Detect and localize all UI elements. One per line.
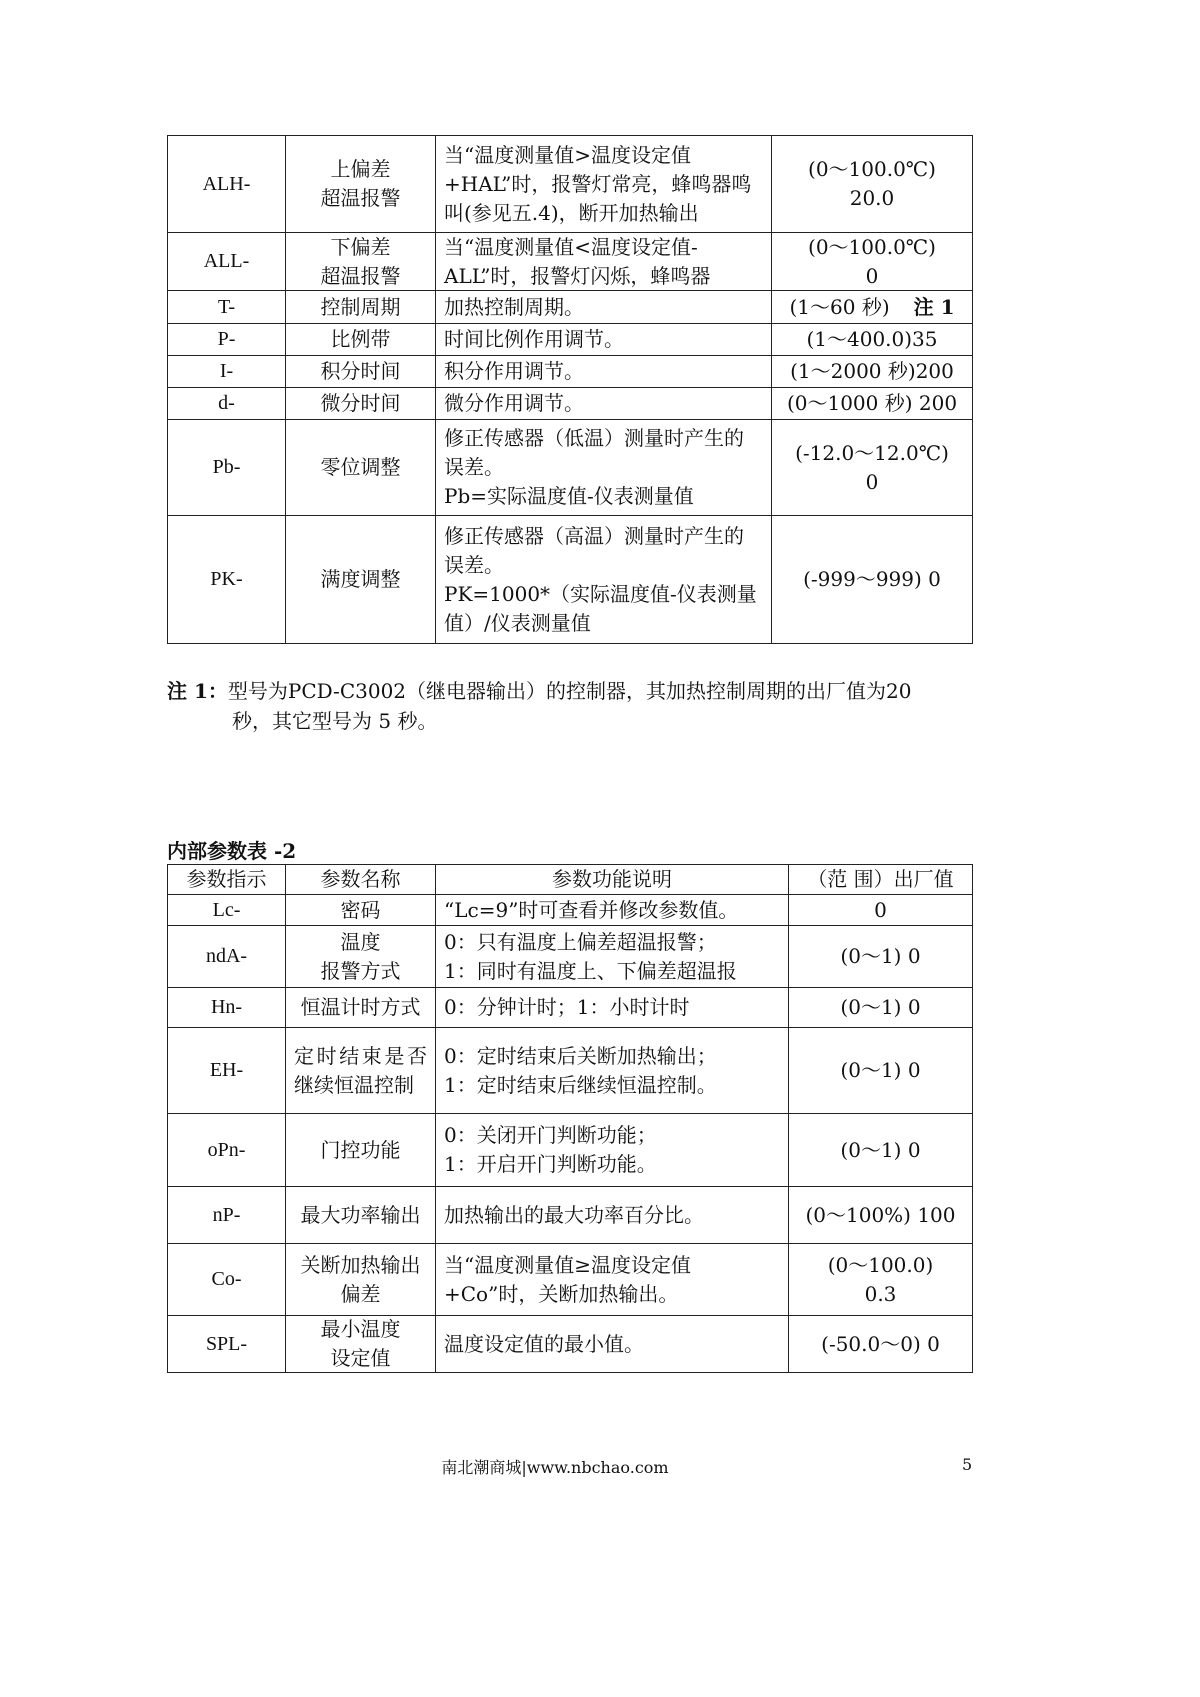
param-description xyxy=(436,356,772,388)
param-description-text: 0：只有温度上偏差超温报警； 1：同时有温度上、下偏差超温报 xyxy=(444,929,737,983)
table-row xyxy=(168,388,973,420)
param-code-text: EH- xyxy=(209,1059,244,1081)
param-range xyxy=(789,1187,973,1244)
param-description-text: 0：定时结束后关断加热输出； 1：定时结束后继续恒温控制。 xyxy=(444,1043,717,1097)
param-description xyxy=(436,291,772,324)
param-range xyxy=(772,356,973,388)
param-name xyxy=(286,136,436,233)
column-header xyxy=(436,865,789,895)
param-name xyxy=(286,356,436,388)
param-code xyxy=(168,233,286,291)
param-code xyxy=(168,388,286,420)
param-name-text: 门控功能 xyxy=(320,1137,401,1162)
table-row xyxy=(168,926,973,988)
param-code xyxy=(168,1187,286,1244)
param-description xyxy=(436,420,772,516)
param-name xyxy=(286,1316,436,1373)
param-description xyxy=(436,926,789,988)
param-name-text: 零位调整 xyxy=(320,455,401,479)
param-code-text: Co- xyxy=(211,1268,242,1290)
param-name-text: 定时结束是否继续恒温控制 xyxy=(294,1043,427,1097)
param-name-text: 比例带 xyxy=(330,327,391,351)
param-description-text: 积分作用调节。 xyxy=(444,359,584,383)
param-code xyxy=(168,291,286,324)
column-header xyxy=(168,865,286,895)
param-name xyxy=(286,291,436,324)
param-code xyxy=(168,1114,286,1187)
header-row xyxy=(168,865,973,895)
param-range-text: (0～100.0) 0.3 xyxy=(827,1252,934,1306)
param-range xyxy=(789,1316,973,1373)
param-code-text: d- xyxy=(218,392,235,414)
column-header-text: 参数功能说明 xyxy=(552,867,672,891)
param-range xyxy=(789,926,973,988)
param-range xyxy=(772,516,973,644)
column-header-text: 参数指示 xyxy=(186,867,267,891)
param-description-text: “Lc=9”时可查看并修改参数值。 xyxy=(444,897,739,922)
param-range-text: (1～400.0)35 xyxy=(806,327,938,351)
param-description-text: 0：关闭开门判断功能； 1：开启开门判断功能。 xyxy=(444,1123,657,1176)
param-description xyxy=(436,988,789,1028)
param-range-text: (-50.0～0) 0 xyxy=(821,1331,940,1356)
param-description xyxy=(436,388,772,420)
param-name xyxy=(286,1244,436,1316)
param-name-text: 满度调整 xyxy=(320,567,401,591)
param-range-text: (0～100.0℃) 0 xyxy=(808,234,936,288)
param-code xyxy=(168,356,286,388)
param-range-text: (0～100%) 100 xyxy=(805,1202,956,1227)
param-name-text: 控制周期 xyxy=(320,294,401,319)
param-description-text: 当“温度测量值≥温度设定值+Co”时，关断加热输出。 xyxy=(444,1252,691,1306)
param-name-text: 下偏差 超温报警 xyxy=(320,234,401,288)
param-range-text: (0～1) 0 xyxy=(840,1137,921,1162)
note-line-2: 秒，其它型号为 5 秒。 xyxy=(232,709,438,733)
table-row xyxy=(168,1316,973,1373)
param-code-text: ndA- xyxy=(205,945,248,967)
range-note-ref: 注 1 xyxy=(913,294,955,319)
table-row xyxy=(168,1114,973,1187)
table-row xyxy=(168,1028,973,1114)
param-code-text: I- xyxy=(219,360,234,382)
param-code-text: SPL- xyxy=(205,1332,248,1355)
param-name-text: 温度 报警方式 xyxy=(320,929,401,983)
param-range xyxy=(772,324,973,356)
param-code xyxy=(168,988,286,1028)
param-code-text: Lc- xyxy=(212,898,241,921)
param-code-text: T- xyxy=(217,295,236,318)
table-row xyxy=(168,1187,973,1244)
param-name xyxy=(286,988,436,1028)
param-range-text xyxy=(772,291,972,323)
param-description-text: 加热输出的最大功率百分比。 xyxy=(444,1202,704,1227)
param-range-text: (-12.0～12.0℃) 0 xyxy=(795,440,949,494)
param-range xyxy=(772,388,973,420)
param-range xyxy=(789,988,973,1028)
param-range xyxy=(772,136,973,233)
param-range xyxy=(772,291,973,324)
param-code xyxy=(168,1244,286,1316)
param-code xyxy=(168,1028,286,1114)
table-row xyxy=(168,895,973,926)
table-row xyxy=(168,988,973,1028)
param-code xyxy=(168,895,286,926)
param-range xyxy=(789,1114,973,1187)
table-row xyxy=(168,1244,973,1316)
parameter-table-2 xyxy=(167,864,973,1373)
param-description xyxy=(436,1114,789,1187)
column-header xyxy=(789,865,973,895)
table-row xyxy=(168,233,973,291)
param-name xyxy=(286,1187,436,1244)
column-header-text: 参数名称 xyxy=(320,867,401,891)
param-code-text: ALL- xyxy=(203,250,250,272)
param-name-text: 微分时间 xyxy=(320,391,401,415)
param-code-text: Pb- xyxy=(212,456,241,478)
param-name-text: 上偏差 超温报警 xyxy=(320,157,401,210)
param-description-text: 时间比例作用调节。 xyxy=(444,327,624,351)
param-name-text: 积分时间 xyxy=(320,359,401,383)
param-name-text: 最大功率输出 xyxy=(300,1202,421,1227)
param-range xyxy=(772,420,973,516)
param-description xyxy=(436,895,789,926)
param-code-text: oPn- xyxy=(207,1138,246,1161)
param-range xyxy=(789,1028,973,1114)
param-code-text: Hn- xyxy=(210,996,243,1018)
table-row xyxy=(168,324,973,356)
note-line-1: 型号为PCD-C3002（继电器输出）的控制器，其加热控制周期的出厂值为20 xyxy=(227,679,912,703)
param-name xyxy=(286,420,436,516)
param-description xyxy=(436,516,772,644)
param-description-text: 当“温度测量值>温度设定值+HAL”时，报警灯常亮，蜂鸣器鸣叫(参见五.4)，断开加热输出 xyxy=(444,142,752,225)
param-description xyxy=(436,136,772,233)
page-number: 5 xyxy=(962,1455,973,1474)
param-code xyxy=(168,1316,286,1373)
table-row xyxy=(168,291,973,324)
param-code-text: P- xyxy=(217,328,236,350)
param-code-text: PK- xyxy=(210,568,243,590)
param-range-text: (1～2000 秒)200 xyxy=(790,359,954,383)
footer-site: 南北潮商城|www.nbchao.com xyxy=(441,1458,669,1477)
range-value: (1～60 秒) xyxy=(789,294,890,319)
param-name xyxy=(286,233,436,291)
table-2-title: 内部参数表 -2 xyxy=(167,839,297,863)
param-description xyxy=(436,1316,789,1373)
param-code xyxy=(168,324,286,356)
param-description-text: 加热控制周期。 xyxy=(444,294,584,319)
table-row xyxy=(168,136,973,233)
param-range-text: (0～100.0℃) 20.0 xyxy=(808,157,936,210)
param-range xyxy=(772,233,973,291)
param-range-text: (0～1) 0 xyxy=(840,995,921,1019)
param-range-text: (0～1000 秒) 200 xyxy=(786,391,958,415)
param-name-text: 关断加热输出偏差 xyxy=(300,1252,421,1306)
param-description-text: 修正传感器（高温）测量时产生的误差。 PK=1000*（实际温度值-仪表测量值）/仪表测量值 xyxy=(444,523,757,635)
param-range-text: (0～1) 0 xyxy=(840,1058,921,1082)
param-description xyxy=(436,233,772,291)
param-name xyxy=(286,1028,436,1114)
param-range-text: (-999～999) 0 xyxy=(803,567,941,591)
param-range-text: 0 xyxy=(874,897,887,922)
param-name xyxy=(286,926,436,988)
note-label: 注 1： xyxy=(167,679,228,703)
param-description-text: 0：分钟计时；1：小时计时 xyxy=(444,995,690,1019)
param-description xyxy=(436,1187,789,1244)
param-range-text: (0～1) 0 xyxy=(840,944,921,968)
param-name-text: 恒温计时方式 xyxy=(300,995,421,1019)
param-description xyxy=(436,1028,789,1114)
param-name xyxy=(286,895,436,926)
param-name xyxy=(286,324,436,356)
param-code xyxy=(168,926,286,988)
footnote-1 xyxy=(167,676,977,736)
param-description xyxy=(436,324,772,356)
param-name xyxy=(286,516,436,644)
column-header xyxy=(286,865,436,895)
column-header-text: （范 围）出厂值 xyxy=(807,867,954,891)
param-code xyxy=(168,136,286,233)
parameter-table-1 xyxy=(167,135,973,644)
param-description-text: 微分作用调节。 xyxy=(444,391,584,415)
param-name xyxy=(286,1114,436,1187)
param-code xyxy=(168,420,286,516)
param-description xyxy=(436,1244,789,1316)
param-code-text: ALH- xyxy=(202,172,251,195)
param-description-text: 修正传感器（低温）测量时产生的误差。 Pb=实际温度值-仪表测量值 xyxy=(444,426,744,508)
param-name-text: 最小温度 设定值 xyxy=(320,1317,401,1370)
param-description-text: 温度设定值的最小值。 xyxy=(444,1331,644,1356)
param-name-text: 密码 xyxy=(340,897,381,922)
table-row xyxy=(168,356,973,388)
table-row xyxy=(168,516,973,644)
param-range xyxy=(789,895,973,926)
table-row xyxy=(168,420,973,516)
param-description-text: 当“温度测量值<温度设定值-ALL”时，报警灯闪烁，蜂鸣器 xyxy=(444,234,711,288)
param-code xyxy=(168,516,286,644)
param-name xyxy=(286,388,436,420)
param-code-text: nP- xyxy=(212,1203,241,1226)
param-range xyxy=(789,1244,973,1316)
